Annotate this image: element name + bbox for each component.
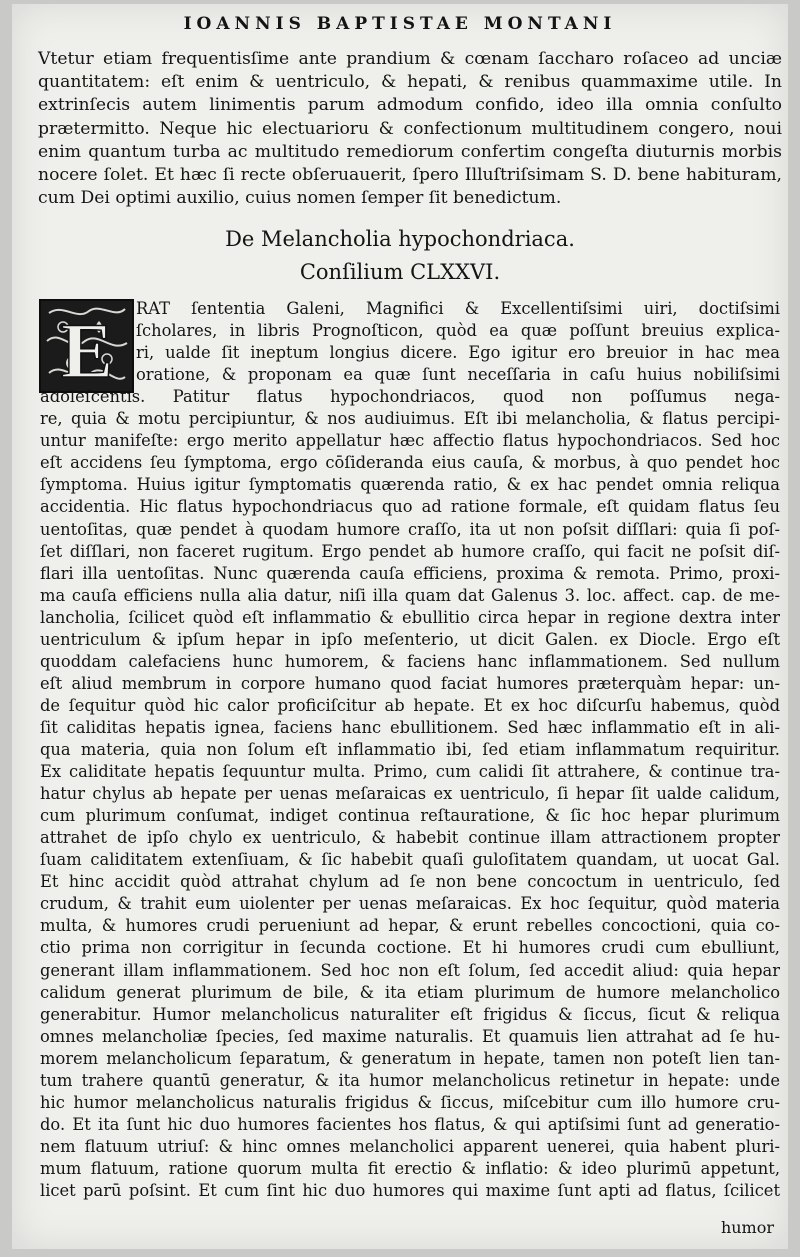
text-line: uentoſitas, quæ pendet à quodam humore craſſo, ita ut non poſsit diſſlari: quia ſi poſ- xyxy=(40,519,780,539)
text-line: omnes melancholiæ ſpecies, ſed maxime naturalis. Et quamuis lien attrahat ad ſe hu- xyxy=(40,1026,780,1046)
text-line: attrahet de ipſo chylo ex uentriculo, & habebit continue illam attractionem propter xyxy=(40,828,780,848)
initial-letter: E xyxy=(60,307,114,391)
text-line: cum plurimum conſumat, indiget continua reſtauratione, & ſic hoc hepar plurimum xyxy=(40,806,780,826)
text-line: adoleſcentis. Patitur flatus hypochondriacos, quod non poſſumus nega- xyxy=(40,387,780,407)
text-line: licet parū poſsint. Et cum ſint hic duo humores qui maxime ſunt apti ad flatus, ſcilicet xyxy=(40,1181,780,1200)
text-line: untur manifeſte: ergo merito appellatur hæc affectio flatus hypochondriacos. Sed hoc xyxy=(40,431,780,451)
text-line: generant illam inflammationem. Sed hoc non eſt ſolum, ſed accedit aliud: quia hepar xyxy=(40,960,780,980)
text-line: nem flatuum utriuſ: & hinc omnes melancholici apparent uenerei, quia habent pluri- xyxy=(40,1136,780,1156)
consilium-heading: Conſilium CLXXVI. xyxy=(299,260,501,284)
text-line: calidum generat plurimum de bile, & ita etiam plurimum de humore melancholico xyxy=(40,982,780,1002)
prelude-paragraph: Vtetur etiam frequentisſime ante prandium & cœnam ſaccharo roſaceo ad unciæ quantitatem: eſt enim & uentriculo, & hepati, & renibus quammaxime utile. In extrinſecis autem linimentis parum admodum confido, ideo illa omnia conſulto prætermitto. Neque hic electuarioru & confectionum multitudinem congero, noui enim quantum turba ac multitudo remediorum confertim congeſta diuturnis morbis nocere ſolet. Et hæc ſi recte obſeruauerit, ſpero Illuſtriſsimam S. D. bene habituram, cum Dei optimi auxilio, cuius nomen ſemper ſit benedictum. xyxy=(38,49,782,209)
text-line: accidentia. Hic flatus hypochondriacus quo ad ratione formale, eſt quidam flatus ſeu xyxy=(40,497,780,517)
text-line: eſt aliud membrum in corpore humano quod faciat humores præterquàm hepar: un- xyxy=(40,673,780,693)
text-line: ctio prima non corrigitur in ſecunda coctione. Et hi humores crudi cum ebulliunt, xyxy=(40,938,780,958)
text-line: lancholia, ſcilicet quòd eſt inflammatio & ebullitio circa hepar in regione dextra inter xyxy=(40,607,780,627)
text-line: de ſequitur quòd hic calor proficiſcitur ab hepate. Et ex hoc diſcurſu habemus, quòd xyxy=(40,695,780,715)
text-line: ſymptoma. Huius igitur ſymptomatis quærenda ratio, & ex hac pendet omnia reliqua xyxy=(40,475,780,495)
running-head: IOANNIS BAPTISTAE MONTANI xyxy=(183,14,617,34)
text-line: do. Et ita ſunt hic duo humores facientes hos flatus, & qui aptiſsimi ſunt ad generatio- xyxy=(40,1114,780,1134)
text-line: oratione, & proponam ea quæ ſunt neceſſaria in caſu huius nobiliſsimi xyxy=(136,365,780,385)
text-line: re, quia & motu percipiuntur, & nos audiuimus. Eſt ibi melancholia, & flatus percipi- xyxy=(40,409,780,429)
text-line: ma cauſa efficiens nulla alia datur, niſi illa quam dat Galenus 3. loc. affect. cap. de me- xyxy=(40,585,780,605)
text-line: qua materia, quia non ſolum eſt inflammatio ibi, ſed etiam inflammatum requiritur. xyxy=(40,740,780,759)
text-line: crudum, & trahit eum uiolenter per uenas meſaraicas. Ex hoc ſequitur, quòd materia xyxy=(40,894,780,914)
text-line: flari illa uentoſitas. Nunc quærenda cauſa efficiens, proxima & remota. Primo, proxi- xyxy=(40,563,780,583)
text-line: morem melancholicum ſeparatum, & generatum in hepate, tamen non poteſt lien tan- xyxy=(40,1048,780,1068)
section-title: De Melancholia hypochondriaca. xyxy=(225,227,575,251)
text-line: quoddam calefaciens hunc humorem, & faciens hanc inflammationem. Sed nullum xyxy=(40,651,780,671)
text-line: ſuam caliditatem extenſiuam, & ſic habebit quaſi guloſitatem quandam, ut uocat Gal. xyxy=(40,850,780,870)
catchword: humor xyxy=(720,1218,774,1237)
text-line: Ex caliditate hepatis ſequuntur multa. Primo, cum calidi ſit attrahere, & continue tra- xyxy=(40,762,780,782)
decorated-initial xyxy=(39,299,134,393)
text-line: uentriculum & ipſum hepar in ipſo meſenterio, ut dicit Galen. ex Diocle. Ergo eſt xyxy=(40,629,780,649)
text-line: hic humor melancholicus naturalis frigidus & ſiccus, miſcebitur cum illo humore cru- xyxy=(40,1092,780,1112)
text-line: ri, ualde ſit ineptum longius dicere. Ego igitur ero breuior in hac mea xyxy=(136,343,780,363)
text-line: tum trahere quantū generatur, & ita humor melancholicus retinetur in hepate: unde xyxy=(40,1070,780,1090)
book-page xyxy=(12,4,788,1249)
text-line: eſt accidens ſeu ſymptoma, ergo cōſideranda eius cauſa, & morbus, à quo pendet hoc xyxy=(40,453,780,473)
text-line: hatur chylus ab hepate per uenas meſaraicas ex uentriculo, ſi hepar ſit ualde calidum, xyxy=(40,784,780,804)
text-line: ſet diſſlari, non faceret rugitum. Ergo pendet ab humore craſſo, qui facit ne poſsit diſ- xyxy=(40,541,780,561)
text-line: RAT ſententia Galeni, Magnifici & Excellentiſsimi uiri, doctiſsimi xyxy=(136,299,780,318)
text-line: ſit caliditas hepatis ignea, faciens hanc ebullitionem. Sed hæc inflammatio eſt in ali- xyxy=(40,717,780,737)
text-line: generabitur. Humor melancholicus naturaliter eſt frigidus & ſiccus, ſicut & reliqua xyxy=(40,1004,780,1024)
text-line: Et hinc accidit quòd attrahat chylum ad ſe non bene concoctum in uentriculo, ſed xyxy=(40,872,780,892)
text-line: ſcholares, in libris Prognoſticon, quòd ea quæ poſſunt breuius explica- xyxy=(136,321,780,341)
text-line: mum flatuum, ratione quorum multa fit erectio & inflatio: & ideo plurimū appetunt, xyxy=(40,1158,780,1178)
text-line: multa, & humores crudi perueniunt ad hepar, & erunt rebelles concoctioni, quia co- xyxy=(40,916,780,936)
